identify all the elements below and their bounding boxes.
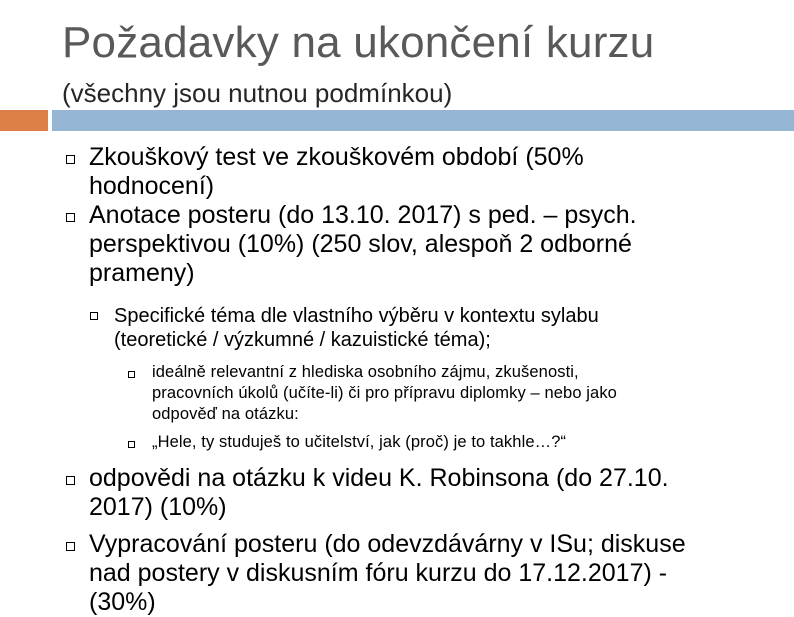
bullet-item-2: Anotace posteru (do 13.10. 2017) s ped. – psych. perspektivou (10%) (250 slov, alespoň 2 odborné prameny) xyxy=(89,201,637,287)
sub-bullet-item: Specifické téma dle vlastního výběru v kontextu sylabu (teoretické / výzkumné / kazuistické téma); xyxy=(114,305,599,351)
sub-bullet-square-icon xyxy=(90,312,98,320)
bullet-square-icon xyxy=(66,476,75,485)
sub-sub-bullet-square-icon xyxy=(128,371,135,378)
sub-sub-bullet-item-2: „Hele, ty studuješ to učitelství, jak (proč) je to takhle…?“ xyxy=(152,433,567,451)
accent-bar-blue xyxy=(52,110,794,131)
sub-sub-bullet-item-1: ideálně relevantní z hlediska osobního zájmu, zkušenosti, pracovních úkolů (učíte-li) či pro přípravu diplomky – nebo jako odpověď na otázku: xyxy=(152,363,617,423)
bullet-item-4: Vypracování posteru (do odevzdávárny v ISu; diskuse nad postery v diskusním fóru kurzu do 17.12.2017) - (30%) xyxy=(89,530,686,616)
bullet-item-1: Zkouškový test ve zkouškovém období (50% hodnocení) xyxy=(89,143,584,200)
bullet-item-3: odpovědi na otázku k videu K. Robinsona (do 27.10. 2017) (10%) xyxy=(89,464,669,521)
bullet-square-icon xyxy=(66,155,75,164)
slide-subtitle: (všechny jsou nutnou podmínkou) xyxy=(62,78,453,108)
accent-bar-orange xyxy=(0,110,48,131)
bullet-square-icon xyxy=(66,213,75,222)
sub-sub-bullet-square-icon xyxy=(128,441,135,448)
bullet-square-icon xyxy=(66,542,75,551)
slide-title: Požadavky na ukončení kurzu xyxy=(62,18,655,67)
